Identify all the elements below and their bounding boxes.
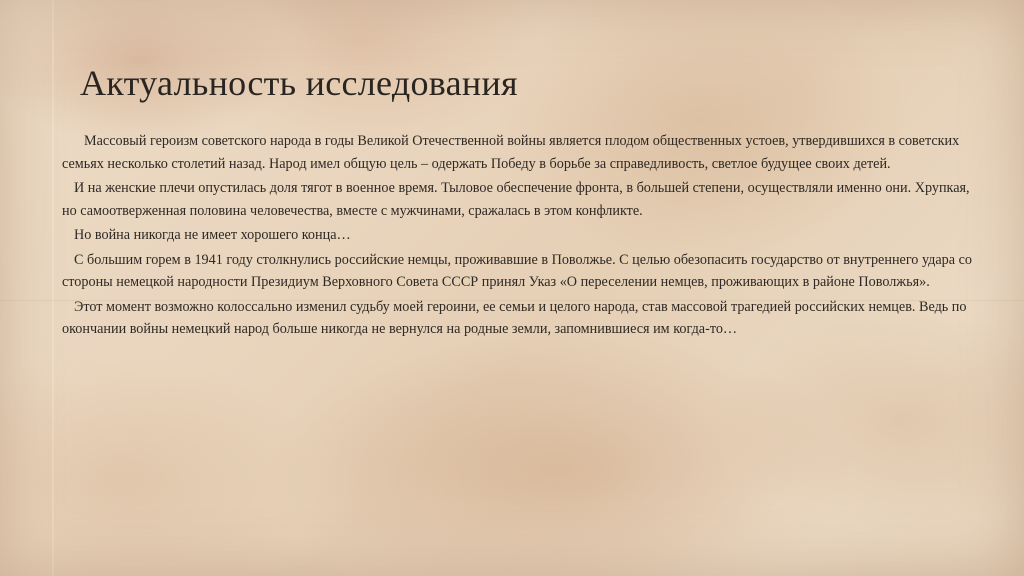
paragraph-volga-germans: С большим горем в 1941 году столкнулись российские немцы, проживавшие в Поволжье. С целью обезопасить государство от внутреннего удара со стороны немецкой народности Президиум Верховного Совета СССР принял Указ «О переселении немцев, проживающих в районе Поволжья».: [62, 251, 972, 290]
paper-crease: [52, 0, 54, 576]
paragraph-heroism: Массовый героизм советского народа в годы Великой Отечественной войны является плодом общественных устоев, утвердившихся в советских семьях несколько столетий назад. Народ имел общую цель – одержать Победу в борьбе за справедливость, светлое будущее своих детей.: [62, 133, 960, 172]
slide-title: Актуальность исследования: [80, 63, 518, 103]
paragraph-tragedy: Этот момент возможно колоссально изменил судьбу моей героини, ее семьи и целого народа, став массовой трагедией российских немцев. Ведь по окончании войны немецкий народ больше никогда не вернулся на родные земли, запомнившиеся им когда-то…: [62, 298, 967, 337]
slide-body: [62, 130, 982, 343]
paragraph-war-end: Но война никогда не имеет хорошего конца…: [74, 227, 351, 243]
paragraph-women: И на женские плечи опустилась доля тягот в военное время. Тыловое обеспечение фронта, в большей степени, осуществляли именно они. Хрупкая, но самоотверженная половина человечества, вместе с мужчинами, сражалась в этом конфликте.: [62, 180, 970, 219]
